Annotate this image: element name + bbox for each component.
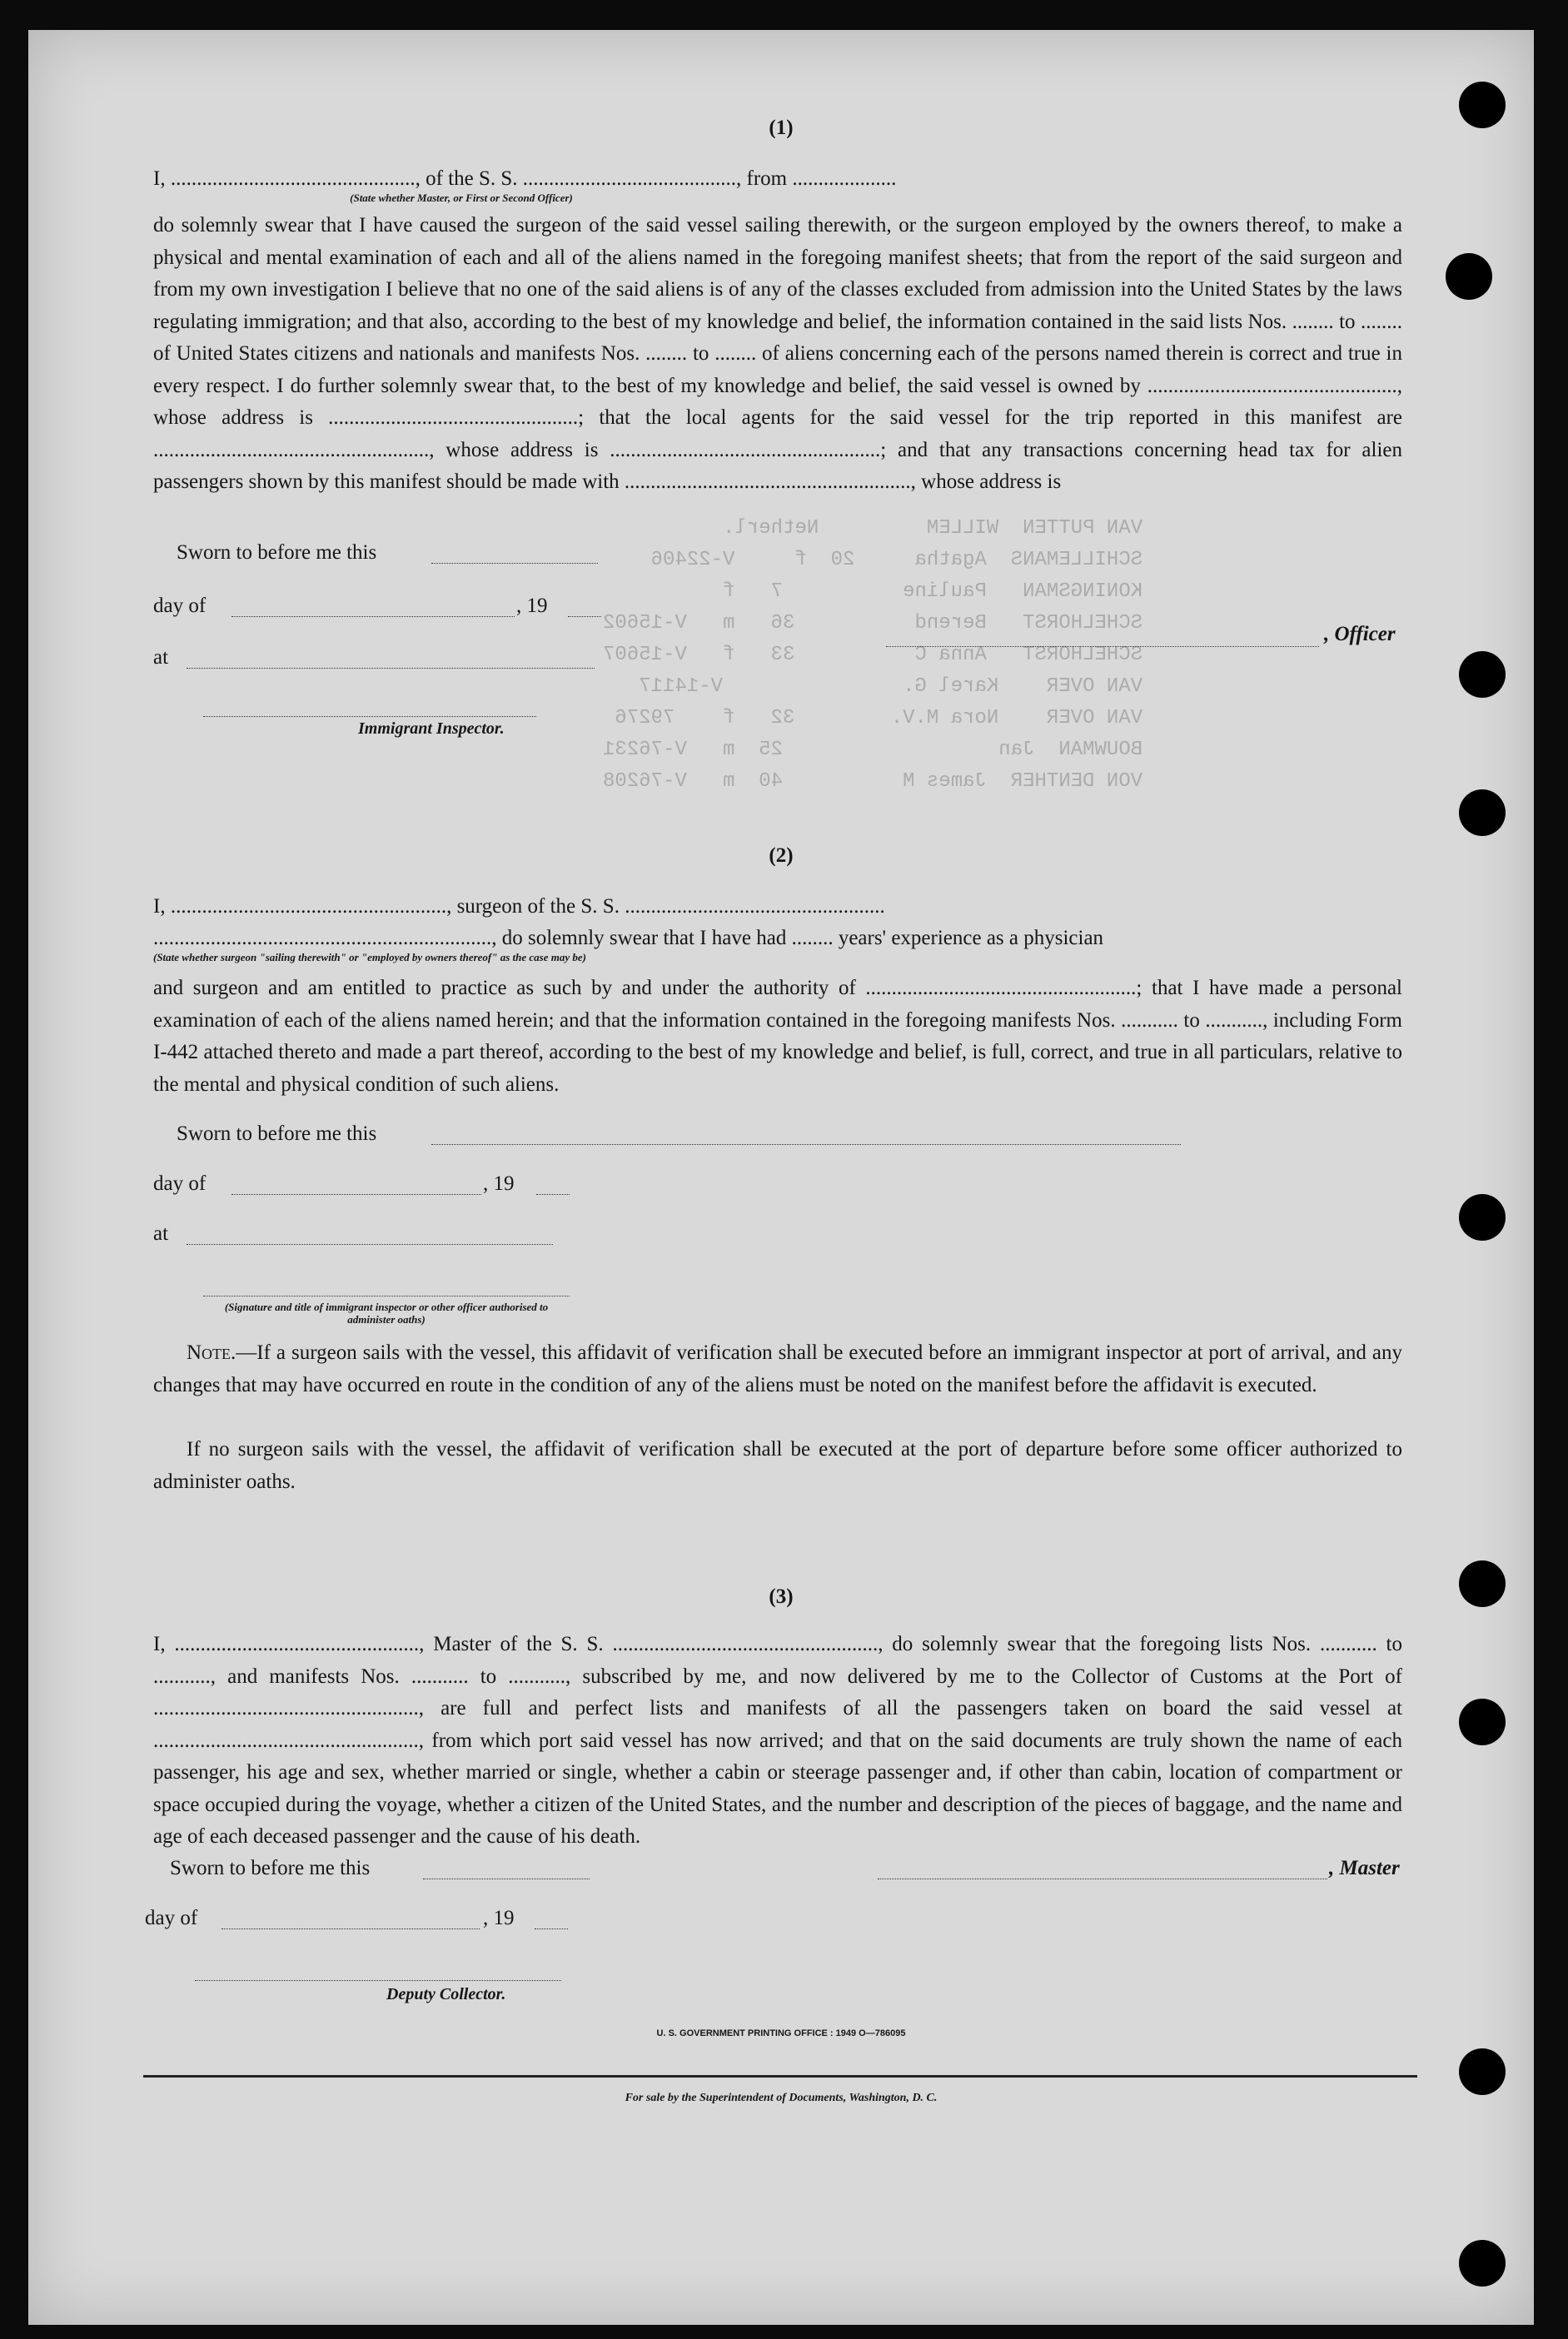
gpo-imprint: U. S. GOVERNMENT PRINTING OFFICE : 1949 O—786095 [656,2028,906,2038]
punch-hole [1459,2240,1506,2287]
footer-rule [143,2075,1417,2078]
section-1-oath-text: do solemnly swear that I have caused the surgeon of the said vessel sailing therewith, or the surgeon employed by the owners thereof, to make a physical and mental examination of each and all of the aliens named in the foregoing manifest sheets; that from the report of the said surgeon and from my own investigation I believe that no one of the said aliens is of any of the classes excluded from admission into the United States by the laws regulating immigration; and that also, according to the best of my knowledge and belief, the information contained in the said lists Nos. ........ to ........ of United States citizens and nationals and manifests Nos. ........ to ........ of aliens concerning each of the persons named therein is correct and true in every respect. I do further solemnly swear that, to the best of my knowledge and belief, the said vessel is owned by ................................................, whose address is ................................................; that the local agents for the said vessel for the trip reported in this manifest are ....................................................., whose address is ....................................................; and that any transactions concerning head tax for alien passengers shown by this manifest should be made with ......................................................., whose address is [153,214,1402,493]
section-2-second-line: ................................................................., do solemnly swear that I have had ........ years' experience as a physician [153,927,1104,949]
deputy-collector-label: Deputy Collector. [386,1985,506,2003]
section-2-oath-text: and surgeon and am entitled to practice as such by and under the authority of ....................................................; that I have made a personal examination of each of the aliens named herein; and that the information contained in the foregoing manifests Nos. ........... to ..........., including Form I-442 attached thereto and made a part thereof, according to the best of my knowledge and belief, is full, correct, and true in all particulars, relative to the mental and physical condition of such aliens. [153,977,1402,1096]
officer-label: , Officer [1324,623,1396,645]
punch-hole [1459,2048,1506,2095]
note-2-text: If no surgeon sails with the vessel, the affidavit of verification shall be executed at the port of departure before some officer authorized to administer oaths. [153,1438,1402,1493]
year-label-3: , 19 [483,1907,515,1929]
immigrant-inspector-label: Immigrant Inspector. [358,719,505,738]
section-1-caption: (State whether Master, or First or Second Officer) [350,192,573,204]
punch-hole [1459,651,1506,698]
section-1-number: (1) [769,117,794,139]
note-label: Note. [187,1341,236,1364]
year-label-1: , 19 [516,595,548,617]
day-of-label-3: day of [145,1907,198,1929]
day-of-label-2: day of [153,1172,207,1195]
master-label: , Master [1329,1857,1400,1879]
section-2-caption: (State whether surgeon "sailing therewith" or "employed by owners thereof" as the case may be) [153,951,586,963]
sale-notice: For sale by the Superintendent of Documents, Washington, D. C. [625,2092,938,2104]
document-page [28,30,1534,2325]
note-text: —If a surgeon sails with the vessel, this affidavit of verification shall be executed before an immigrant inspector at port of arrival, and any changes that may have occurred en route in the condition of any of the aliens must be noted on the manifest before the affidavit is executed. [153,1341,1402,1396]
day-of-label-1: day of [153,595,207,617]
year-label-2: , 19 [483,1172,515,1195]
punch-hole [1459,1194,1506,1241]
section-2-first-line: I, ....................................................., surgeon of the S. S. .................................................. [153,895,885,918]
section-1-first-line: I, ..............................................., of the S. S. ........................................., from .................... [153,167,897,190]
sworn-label-3: Sworn to before me this [170,1857,371,1879]
at-label-2: at [153,1222,169,1245]
signature-caption: (Signature and title of immigrant inspector or other officer authorised to administer oaths) [224,1301,549,1326]
punch-hole [1459,1699,1506,1745]
at-label-1: at [153,646,169,669]
sworn-label-1: Sworn to before me this [177,541,377,564]
punch-hole [1446,253,1492,300]
punch-hole [1459,789,1506,836]
section-3-oath-text: I, ..............................................., Master of the S. S. ..................................................., do solemnly swear that the foregoing lists Nos. ........... to ..........., and manifests Nos. ........... to ..........., subscribed by me, and now delivered by me to the Collector of Customs at the Port of ..................................................., are full and perfect lists and manifests of all the passengers taken on board the said vessel at ..................................................., from which port said vessel has now arrived; and that on the said documents are truly shown the name of each passenger, his age and sex, whether married or single, whether a cabin or steerage passenger and, if other than cabin, location of compartment or space occupied during the voyage, whether a citizen of the United States, and the number and description of the pieces of baggage, and the name and age of each deceased passenger and the cause of his death. [153,1633,1402,1848]
section-2-number: (2) [769,844,794,867]
bleed-through-text: VAN PUTTEN WILLEM Netherl. SCHILLEMANS Agatha 20 f V-22406 KONINGSMAN Pauline 7 f SCHELHORST Berend 36 m V-15602 SCHELHORST Anna C 33 f V-15607 VAN OVER Karel G. V-14117 VAN OVER Nora M.V. 32 f 79276 BOUWMAN Jan 25 m V-76231 VON DENTHER James M 40 m V-76208 [603,517,1143,793]
note-paragraph [153,1337,1402,1401]
section-3-number: (3) [769,1585,794,1608]
sworn-label-2: Sworn to before me this [177,1122,377,1145]
